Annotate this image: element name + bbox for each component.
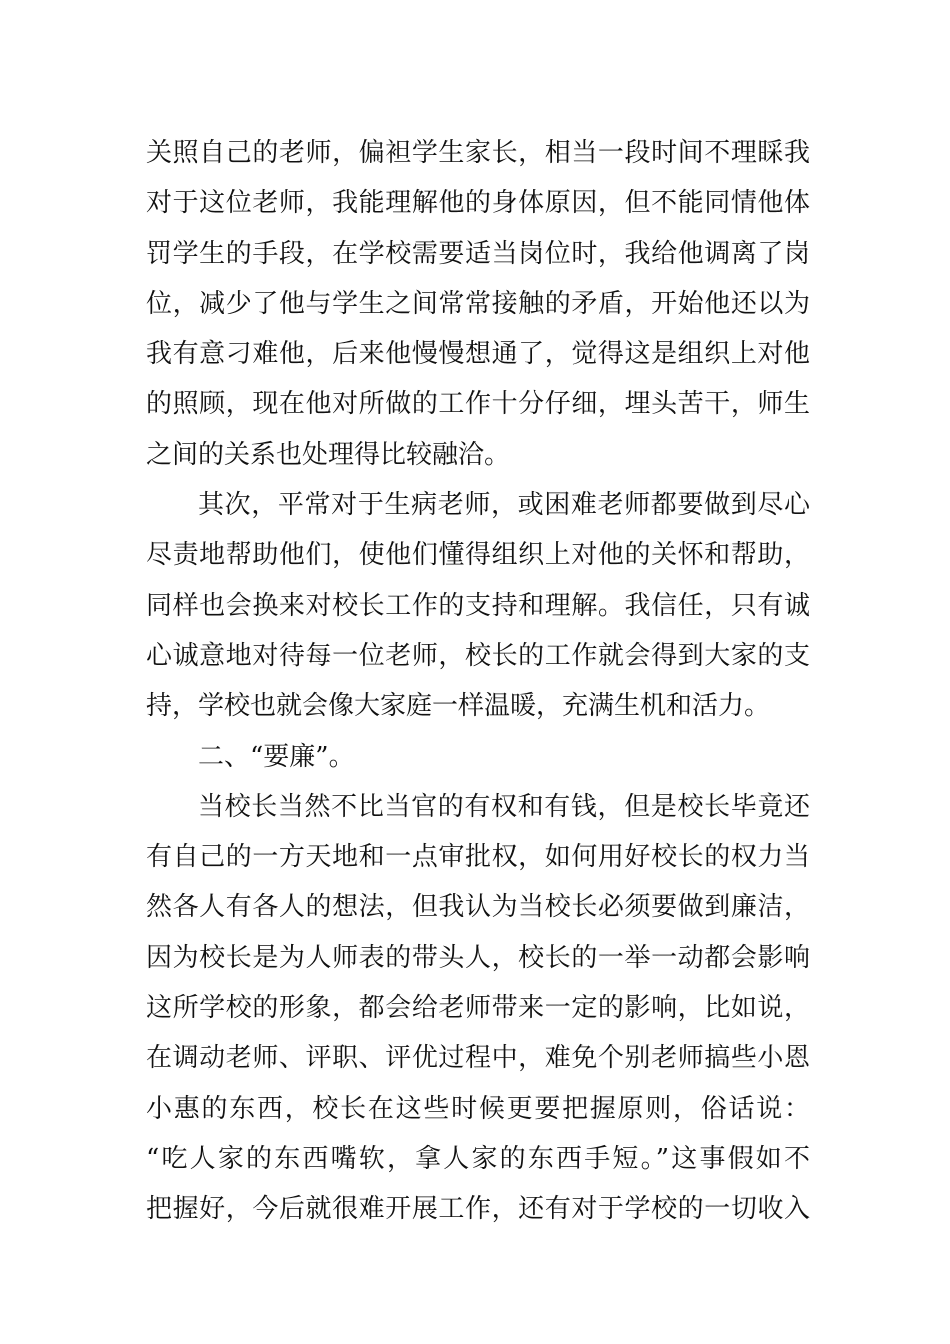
text-line: 这所学校的形象，都会给老师带来一定的影响，比如说，	[146, 993, 810, 1024]
text-line: 位，减少了他与学生之间常常接触的矛盾，开始他还以为	[146, 288, 810, 319]
text-line: 其次，平常对于生病老师，或困难老师都要做到尽心	[198, 490, 810, 521]
text-line: 持，学校也就会像大家庭一样温暖，充满生机和活力。	[146, 691, 771, 722]
body-text	[146, 128, 810, 1235]
text-line: 二、“要廉”。	[198, 741, 355, 772]
text-line: 然各人有各人的想法，但我认为当校长必须要做到廉洁，	[146, 892, 810, 923]
text-line: 的照顾，现在他对所做的工作十分仔细，埋头苦干，师生	[146, 389, 810, 420]
text-line: 小惠的东西，校长在这些时候更要把握原则，俗话说：	[146, 1093, 810, 1124]
text-line: 同样也会换来对校长工作的支持和理解。我信任，只有诚	[146, 590, 810, 621]
text-line: 尽责地帮助他们，使他们懂得组织上对他的关怀和帮助，	[146, 540, 810, 571]
text-line: 对于这位老师，我能理解他的身体原因，但不能同情他体	[146, 188, 810, 219]
text-line: 之间的关系也处理得比较融洽。	[146, 439, 511, 470]
text-line: 把握好，今后就很难开展工作，还有对于学校的一切收入	[146, 1194, 810, 1225]
text-line: 心诚意地对待每一位老师，校长的工作就会得到大家的支	[146, 640, 810, 671]
text-line: 我有意刁难他，后来他慢慢想通了，觉得这是组织上对他	[146, 339, 810, 370]
text-line: “吃人家的东西嘴软，拿人家的东西手短。”这事假如不	[146, 1143, 810, 1174]
text-line: 有自己的一方天地和一点审批权，如何用好校长的权力当	[146, 842, 810, 873]
text-line: 罚学生的手段，在学校需要适当岗位时，我给他调离了岗	[146, 238, 810, 269]
text-line: 因为校长是为人师表的带头人，校长的一举一动都会影响	[146, 942, 810, 973]
text-line: 关照自己的老师，偏袒学生家长，相当一段时间不理睬我	[146, 138, 810, 168]
text-line: 当校长当然不比当官的有权和有钱，但是校长毕竟还	[198, 791, 810, 822]
text-line: 在调动老师、评职、评优过程中，难免个别老师搞些小恩	[146, 1043, 810, 1074]
